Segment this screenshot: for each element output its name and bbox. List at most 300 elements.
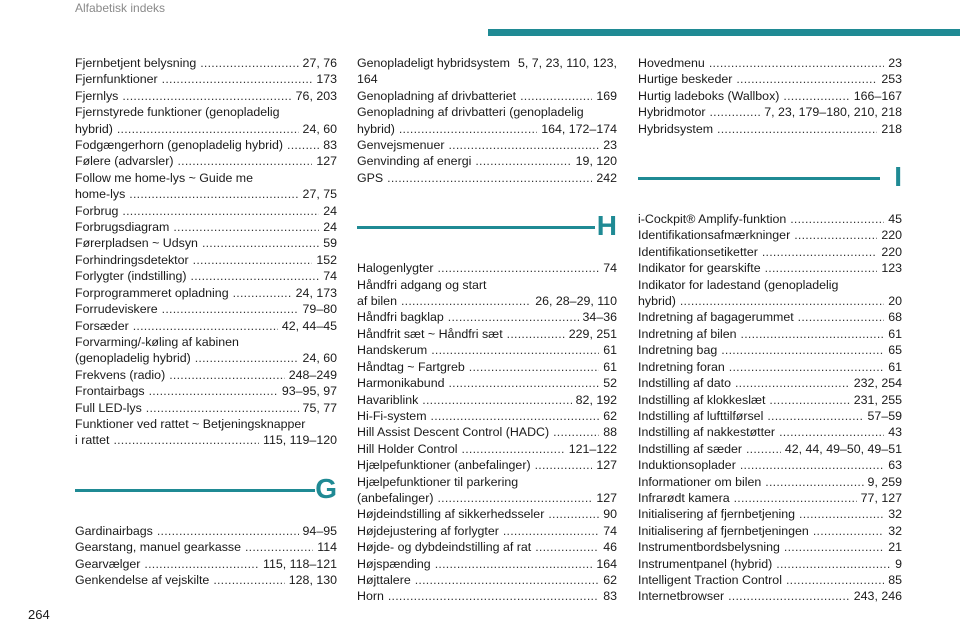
index-entry-term: Halogenlygter [357,261,434,276]
index-entry [357,523,617,539]
index-entry-pages: 27, 75 [302,187,337,202]
index-entry-pages: 26, 28–29, 110 [535,294,617,309]
index-entry-term: Forlygter (indstilling) [75,269,187,284]
dot-leader [133,318,278,334]
section-rule [638,177,880,180]
index-entry-row [357,392,617,408]
index-entry [638,457,902,473]
dot-leader [157,523,299,539]
index-entry-row [638,342,902,358]
index-entry-pages: 115, 119–120 [263,433,337,448]
index-entry [357,572,617,588]
index-entry-pages: 5, 7, 23, 110, 123, [518,56,617,70]
index-entry-pages: 32 [888,507,902,522]
index-entry [75,523,337,539]
index-entry-row [75,203,337,219]
index-entry [75,383,337,399]
index-entry-term: Genvinding af energi [357,154,472,169]
dot-leader [729,359,884,375]
index-entry [357,457,617,473]
index-entry-pages: 62 [603,572,617,587]
index-entry [357,342,617,358]
index-entry-row [75,572,337,588]
index-entry-row [638,506,902,522]
index-entry-pages: 42, 44–45 [281,318,337,333]
dot-leader [113,432,259,448]
dot-leader [762,244,877,260]
dot-leader [728,588,850,604]
index-entry-pages: 65 [888,343,902,358]
index-entry-term: Højde- og dybdeindstilling af rat [357,540,532,555]
index-entry-pages: 19, 120 [575,154,617,169]
index-entry-pages: 166–167 [853,88,902,103]
index-entry-row [638,359,902,375]
index-entry-term: af bilen [357,294,397,309]
index-entry-pages: 9 [895,556,902,571]
index-entry-pages: 42, 44, 49–50, 49–51 [784,441,902,456]
index-entry [75,400,337,416]
index-entry-term: hybrid) [357,121,395,136]
index-entry-pages: 74 [603,523,617,538]
index-entry [638,104,902,120]
index-entry-pages: 164, 172–174 [541,121,617,136]
index-entry-row [357,121,617,137]
index-entry-term: Induktionsoplader [638,458,736,473]
index-entry [638,309,902,325]
index-entry-term: Handskerum [357,343,428,358]
index-entry-row [75,137,337,153]
dot-leader [794,227,877,243]
index-entry [75,572,337,588]
index-entry [638,506,902,522]
index-entry-term: Forsæder [75,318,129,333]
index-entry-row [357,309,617,325]
index-entry-term: Horn [357,589,384,604]
dot-leader [767,408,863,424]
index-entry-row [357,457,617,473]
index-entry [357,506,617,522]
index-entry [357,392,617,408]
section-rule [75,489,315,492]
index-entry-row [75,285,337,301]
index-entry-row [357,170,617,186]
index-entry-pages: 152 [316,252,337,267]
index-entry-pages: 52 [603,376,617,391]
index-entry [75,153,337,169]
section-heading [75,467,337,515]
index-entry-pages: 90 [603,507,617,522]
index-entry-term: Fjernfunktioner [75,72,158,87]
index-entry-row [638,392,902,408]
index-entry [638,227,902,243]
index-entry [75,285,337,301]
index-entry-row [357,506,617,522]
index-entry-row [638,211,902,227]
index-entry-row [75,523,337,539]
index-entry [75,268,337,284]
index-entry-row [75,400,337,416]
dot-leader [388,588,599,604]
index-entry-term: Forrudeviskere [75,302,158,317]
index-entry [357,326,617,342]
index-entry-term: Højdeindstilling af sikkerhedsseler [357,507,545,522]
dot-leader [741,326,885,342]
index-entry-pages: 59 [323,236,337,251]
index-entry-pages: 164 [596,556,617,571]
index-entry-term: Instrumentpanel (hybrid) [638,556,773,571]
index-entry-row [357,539,617,555]
dot-leader [709,104,760,120]
index-entry-row [638,375,902,391]
dot-leader [798,309,885,325]
index-entry [75,301,337,317]
dot-leader [475,153,571,169]
index-entry-term: i-Cockpit® Amplify-funktion [638,212,787,227]
index-entry-pages: 57–59 [867,408,902,423]
index-entry-text-line: Fjernstyrede funktioner (genopladelig [75,105,280,120]
index-entry [357,539,617,555]
index-entry-pages: 75, 77 [302,400,337,415]
dot-leader [233,285,292,301]
index-entry [357,88,617,104]
index-entry-pages: 218 [881,121,902,136]
index-entry-term: Håndfrit sæt ~ Håndfri sæt [357,326,503,341]
dot-leader [173,219,319,235]
index-entry [75,137,337,153]
index-entry-term: Genkendelse af vejskilte [75,572,210,587]
index-entry-term: i rattet [75,433,110,448]
index-entry [357,359,617,375]
index-entry-pages: 23 [603,138,617,153]
index-entry-pages: 83 [603,589,617,604]
dot-leader [765,260,878,276]
dot-leader [213,572,284,588]
index-entry [638,211,902,227]
dot-leader [387,170,592,186]
index-entry-term: Hybridsystem [638,121,714,136]
index-entry-pages: 68 [888,310,902,325]
index-entry-term: Indretning foran [638,359,725,374]
index-entry-text-line: Indikator for ladestand (genopladelig [638,277,839,292]
dot-leader [437,490,592,506]
index-entry-pages: 45 [888,212,902,227]
index-entry-pages: 24, 173 [295,285,337,300]
index-entry-row [638,474,902,490]
section-letter: H [596,210,617,242]
index-entry-row [357,88,617,104]
index-entry-row [357,490,617,506]
index-entry-pages: 21 [888,540,902,555]
index-entry-text-line: Hjælpefunktioner til parkering [357,474,519,489]
dot-leader [507,326,565,342]
index-entry-term: Hi-Fi-system [357,408,427,423]
index-entry-term: Indstilling af dato [638,376,731,391]
index-entry [638,490,902,506]
index-entry-pages: 128, 130 [288,572,337,587]
index-entry [638,55,902,71]
dot-leader [799,506,884,522]
index-entry [75,219,337,235]
dot-leader [146,400,299,416]
index-entry-term: Hjælpefunktioner (anbefalinger) [357,458,531,473]
index-entry [357,104,617,137]
dot-leader [721,342,884,358]
index-entry-pages: 242 [596,170,617,185]
index-entry [75,252,337,268]
index-entry-pages: 248–249 [288,367,337,382]
index-entry-pages: 63 [888,458,902,473]
index-entry-term: Genvejsmenuer [357,138,445,153]
dot-leader [448,137,599,153]
index-entry-row [638,260,902,276]
index-entry-row [75,268,337,284]
header-accent-bar [488,29,960,36]
index-entry-term: Hill Holder Control [357,441,458,456]
index-entry [75,556,337,572]
index-entry [357,55,617,71]
dot-leader [245,539,313,555]
index-entry-row [357,375,617,391]
index-entry-row [638,588,902,604]
dot-leader [680,293,884,309]
index-entry-term: Internetbrowser [638,589,725,604]
dot-leader [200,55,298,71]
index-entry [638,342,902,358]
index-entry-pages: 20 [888,294,902,309]
index-entry-term: Gearstang, manuel gearkasse [75,540,241,555]
index-entry-row [75,252,337,268]
index-entry-term: hybrid) [638,294,676,309]
index-entry-pages: 82, 192 [575,392,617,407]
dot-leader [129,186,298,202]
index-entry-pages: 115, 118–121 [263,556,337,571]
index-entry [357,170,617,186]
section-heading [357,204,617,252]
index-entry-row [638,490,902,506]
index-entry-row [75,55,337,71]
index-entry-pages: 127 [596,490,617,505]
index-entry-term: Førerpladsen ~ Udsyn [75,236,198,251]
index-entry-row [357,572,617,588]
index-entry-term: Indstilling af sæder [638,441,742,456]
dot-leader [448,309,579,325]
index-entry-row [357,55,617,71]
header-title: Alfabetisk indeks [75,1,166,15]
index-entry-row [638,227,902,243]
index-entry [357,441,617,457]
index-column-1 [75,55,337,588]
index-entry-pages: 232, 254 [853,376,902,391]
index-entry-pages: 220 [881,228,902,243]
index-entry-text-line: Genopladning af drivbatteri (genopladelig [357,105,584,120]
index-entry-term: Hill Assist Descent Control (HADC) [357,425,550,440]
dot-leader [769,392,849,408]
index-entry-term: Instrumentbordsbelysning [638,540,780,555]
index-entry-row [357,342,617,358]
index-entry-term: Harmonikabund [357,376,445,391]
index-entry-term: Indretning af bilen [638,326,737,341]
index-entry [638,588,902,604]
index-entry [357,71,617,87]
index-entry-term: Indretning bag [638,343,718,358]
dot-leader [431,342,599,358]
index-entry [357,424,617,440]
index-entry [638,260,902,276]
index-column-3 [638,55,902,605]
index-entry [638,326,902,342]
dot-leader [435,556,593,572]
index-entry-term: Gearvælger [75,556,141,571]
dot-leader [431,408,600,424]
index-entry [357,260,617,276]
dot-leader [469,359,599,375]
index-entry-term: hybrid) [75,121,113,136]
dot-leader [503,523,599,539]
index-entry-pages: 74 [603,261,617,276]
dot-leader [709,55,884,71]
index-entry-pages: 229, 251 [568,326,617,341]
section-heading [638,155,902,203]
index-entry-pages: 61 [888,359,902,374]
dot-leader [717,121,877,137]
index-entry-row [638,441,902,457]
index-entry-row [638,55,902,71]
dot-leader [144,556,259,572]
index-entry [357,375,617,391]
index-entry [357,277,617,310]
index-entry [75,539,337,555]
index-entry-term: Hurtige beskeder [638,72,733,87]
dot-leader [735,375,850,391]
index-entry [638,121,902,137]
index-entry-pages: 173 [316,72,337,87]
index-entry-pages: 62 [603,408,617,423]
index-entry-pages: 231, 255 [853,392,902,407]
dot-leader [740,457,884,473]
index-entry-term: Hybridmotor [638,105,706,120]
index-entry [638,556,902,572]
index-entry-row [357,326,617,342]
index-entry-pages: 127 [596,458,617,473]
index-entry-pages: 24 [323,220,337,235]
index-entry-row [638,326,902,342]
index-entry-row [75,367,337,383]
index-entry-row [638,244,902,260]
index-entry-pages: 24, 60 [302,121,337,136]
index-entry [638,441,902,457]
index-entry-pages: 34–36 [582,310,617,325]
index-entry [75,104,337,137]
index-entry-term: Genopladeligt hybridsystem [357,56,510,70]
index-entry-row [357,408,617,424]
index-entry-row [75,318,337,334]
dot-leader [553,424,599,440]
index-entry [638,392,902,408]
index-entry-pages: 79–80 [302,302,337,317]
index-entry-row [638,572,902,588]
index-entry-row [357,441,617,457]
dot-leader [202,235,319,251]
index-entry-term: Frekvens (radio) [75,367,166,382]
index-entry-term: Indstilling af lufttilførsel [638,408,764,423]
index-entry-pages: 76, 203 [295,88,337,103]
index-entry-pages: 243, 246 [853,589,902,604]
index-entry [638,375,902,391]
index-entry [75,235,337,251]
dot-leader [177,153,312,169]
index-entry-term: Informationer om bilen [638,474,762,489]
index-entry [357,474,617,507]
index-entry-term: Forhindringsdetektor [75,252,189,267]
index-entry-term: (genopladelig hybrid) [75,351,191,366]
index-entry [638,359,902,375]
index-entry-term: 164 [357,72,378,87]
index-entry-pages: 9, 259 [867,474,902,489]
index-entry-row [357,556,617,572]
dot-leader [765,474,863,490]
index-entry-text-line: Funktioner ved rattet ~ Betjeningsknapper [75,416,306,431]
index-entry-pages: 61 [603,343,617,358]
dot-leader [535,457,593,473]
index-entry-term: Havariblink [357,392,419,407]
dot-leader [779,424,884,440]
index-entry-pages: 23 [888,56,902,70]
index-entry-row [638,309,902,325]
dot-leader [437,260,599,276]
dot-leader [149,383,278,399]
index-entry-pages: 43 [888,425,902,440]
index-entry [357,309,617,325]
index-entry-term: Hurtig ladeboks (Wallbox) [638,88,780,103]
index-entry [638,523,902,539]
index-entry-pages: 85 [888,572,902,587]
index-entry-row [638,293,902,309]
index-entry-term: home-lys [75,187,126,202]
index-entry-row [357,293,617,309]
dot-leader [401,293,531,309]
dot-leader [548,506,599,522]
index-entry-pages: 24, 60 [302,351,337,366]
index-entry-row [357,153,617,169]
index-entry-row [75,350,337,366]
index-entry-pages: 32 [888,523,902,538]
index-entry-term: Initialisering af fjernbetjeningen [638,523,809,538]
dot-leader [520,88,592,104]
index-entry-term: Indretning af bagagerummet [638,310,794,325]
index-entry-term: Hovedmenu [638,56,705,70]
index-entry [357,556,617,572]
dot-leader [287,137,319,153]
index-entry-row [75,539,337,555]
index-entry [75,88,337,104]
index-entry [75,55,337,71]
index-entry-term: Gardinairbags [75,523,153,538]
index-entry-term: Genopladning af drivbatteriet [357,88,517,103]
dot-leader [790,211,884,227]
index-entry-row [75,153,337,169]
index-entry-term: Følere (advarsler) [75,154,174,169]
index-entry [638,572,902,588]
index-entry-row [75,556,337,572]
index-entry-row [75,383,337,399]
dot-leader [784,539,884,555]
index-entry-pages: 61 [603,359,617,374]
index-entry [75,334,337,367]
section-rule [357,226,595,229]
index-column-2 [357,55,617,605]
index-entry-row [638,539,902,555]
dot-leader [786,572,884,588]
